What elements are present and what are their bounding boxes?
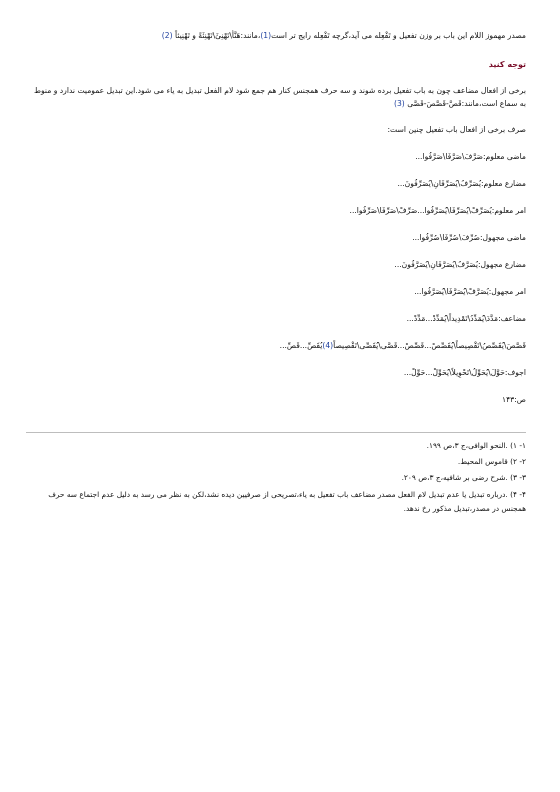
conjugation-row: مضارع مجهول:یُصَرَّفُ\یُصَرَّفَانِ\یُصَرَّفُونَ... xyxy=(394,260,526,269)
page-body xyxy=(26,30,526,405)
intro-paragraph xyxy=(26,30,526,41)
intro-example: ،مانند:هَنَّأَ\تَهْنِئَ\تَهْنِئَةً و تَهْنِیئاً xyxy=(175,31,261,40)
footnote-ref-1[interactable]: (1) xyxy=(260,31,272,40)
note-text: برخی از افعال مضاعف چون به باب تفعیل برده شوند و سه حرف همجنس کنار هم جمع شود لام الفعل تبدیل به یاء می شود.این تبدیل عمومیت ندارد و منوط به سماع است،مانند:قَصَّ-قَصَّصَ-قَصَّی xyxy=(33,86,526,108)
note-heading: توجه کنید xyxy=(488,60,526,69)
conjugation-row: ماضی مجهول:صُرِّفَ\صُرِّفَا\صُرِّفُوا... xyxy=(412,233,526,242)
conjugation-row-text: قَصَّصَ\یُقَصِّصُ\تَقْصِیصاً\یُقَصِّصْ...قَصِّصْ...قَصَّی\یُقَصِّی\تَقْصِیصاً xyxy=(333,341,526,350)
footnote-item: ۳- ۳) .شرح رضی بر شافیه،ج ۳،ص ۲۰۹. xyxy=(401,473,526,482)
conjugation-row-with-ref xyxy=(26,340,526,351)
note-paragraph xyxy=(26,84,526,110)
conjugation-row: اجوف:حَوَّلَ\یُحَوِّلُ\تَحْوِیلاً\یُحَوِّلْ...حَوِّلْ... xyxy=(403,368,526,377)
conjugation-intro: صرف برخی از افعال باب تفعیل چنین است: xyxy=(387,125,526,134)
footnote-item: ۱- ۱) .النحو الوافی،ج ۳،ص ۱۹۹. xyxy=(426,441,526,450)
footnote-ref-3[interactable]: (3) xyxy=(393,99,405,108)
conjugation-row: مضاعف:مَدَّدَ\یُمَدِّدُ\تَمْدِیداً\یُمَدِّدْ...مَدِّدْ... xyxy=(406,314,526,323)
intro-text: مصدر مهموز اللام این باب بر وزن تفعیل و تَفْعِله می آید،گرچه تَفْعِله رایج تر است xyxy=(271,31,526,40)
conjugation-row: امر معلوم:یُصَرِّفْ\یُصَرِّفَا\یُصَرِّفُوا...صَرِّفْ\صَرِّفَا\صَرِّفُوا... xyxy=(349,206,526,215)
conjugation-row: امر مجهول:یُصَرَّفْ\یُصَرَّفَا\یُصَرَّفُوا... xyxy=(414,287,526,296)
conjugation-row: ماضی معلوم:صَرَّفَ\صَرَّفَا\صَرَّفُوا... xyxy=(415,152,526,161)
footnote-ref-2[interactable]: (2) xyxy=(161,31,173,40)
page-number-label: ص:۱۴۳ xyxy=(502,395,526,404)
footnote-ref-4[interactable]: (4) xyxy=(322,341,334,350)
conjugation-row: مضارع معلوم:یُصَرِّفُ\یُصَرِّفَانِ\یُصَرِّفُونَ... xyxy=(397,179,526,188)
footnote-item: ۲- ۲) قاموس المحیط. xyxy=(457,457,526,466)
footnote-item: ۴- ۴) .درباره تبدیل یا عدم تبدیل لام الفعل مصدر مضاعف باب تفعیل به یاء،تصریحی از صرفیین دیده نشد،لکن به نظر می رسد به دلیل عدم اجتماع سه حرف همجنس در مصدر،تبدیل مذکور رخ ندهد. xyxy=(48,490,526,513)
conjugation-row-tail: یُقَصِّ...قَصِّ... xyxy=(279,341,323,350)
footnote-divider xyxy=(26,432,526,433)
footnotes xyxy=(26,440,526,520)
